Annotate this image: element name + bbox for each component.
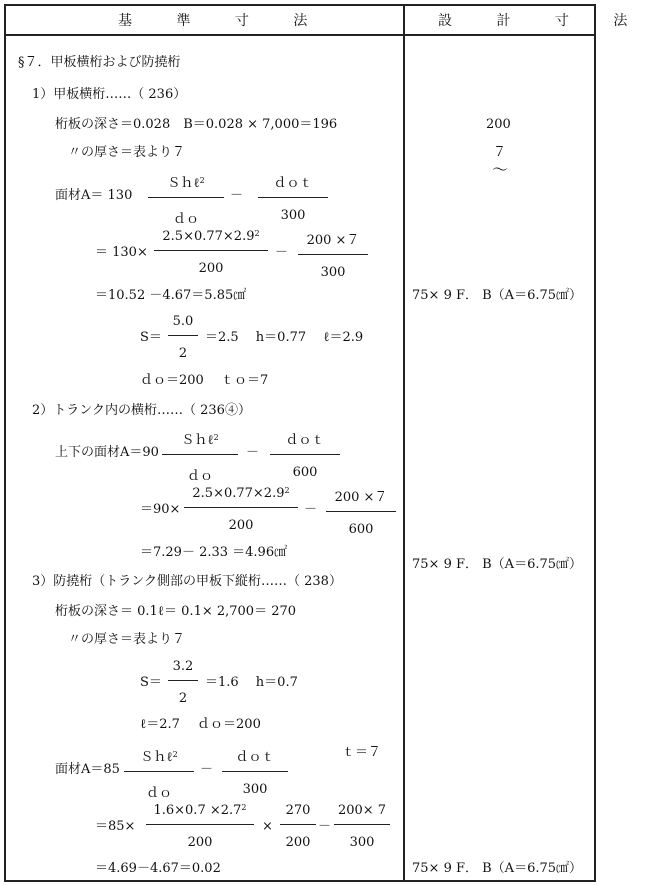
s3-fraction-s: 3.2 2 (168, 659, 198, 706)
s3-fraction-200x7-300: 200× 7 300 (334, 803, 390, 850)
s2-fraction-200x7-600: 200 ×７ 600 (326, 486, 396, 537)
s3-s-values: ＝1.6 h＝0.7 (205, 675, 298, 690)
s3-eq2-prefix: ＝85× (95, 819, 136, 834)
s3-fraction-values: $1.6\times 0.7 \times 2.7^2$ 200 (146, 803, 254, 850)
design-flatbar-1: 75× 9 F． B（A＝6.75㎠） (412, 288, 583, 303)
design-tilde: ～ (492, 160, 509, 179)
design-flatbar-2: 75× 9 F． B（A＝6.75㎠） (412, 557, 583, 572)
s3-s-label: S＝ (140, 675, 162, 690)
design-thickness-7: ７ (493, 145, 507, 160)
header-divider (4, 34, 596, 36)
s3-l-do: ℓ＝2.7 ｄｏ＝200 (140, 717, 261, 732)
design-flatbar-3: 75× 9 F． B（A＝6.75㎠） (412, 861, 583, 876)
column-divider (403, 4, 405, 882)
s1-thickness: 〃の厚さ＝表より７ (68, 145, 186, 160)
s3-fraction-shl-do: Ｓｈℓ$^2$ ｄｏ (124, 746, 194, 801)
s1-fraction-200x7-300: 200 ×７ 300 (298, 229, 368, 280)
s2-title: 2）トランク内の横桁……（ 236④） (32, 403, 251, 418)
s1-s-values: ＝2.5 h＝0.77 ℓ＝2.9 (205, 330, 364, 345)
s2-minus-2: － (304, 502, 318, 517)
s3-thickness: 〃の厚さ＝表より７ (68, 632, 186, 647)
s1-fraction-dot-300: ｄｏｔ 300 (258, 172, 328, 223)
s3-result: ＝4.69－4.67＝0.02 (95, 861, 221, 876)
s1-depth: 桁板の深さ＝0.028 B＝0.028 × 7,000＝196 (55, 117, 338, 132)
s3-minus-2: － (318, 819, 332, 834)
s1-eq2-prefix: ＝ 130× (95, 245, 148, 260)
s2-fraction-shl-do: Ｓｈℓ$^2$ ｄｏ (162, 429, 238, 484)
s2-fraction-values: $2.5\times 0.77\times 2.9^2$ 200 (184, 486, 298, 533)
design-depth-200: 200 (486, 117, 511, 132)
s3-fraction-270-200: 270 200 (280, 803, 316, 850)
s1-fraction-s: 5.0 2 (168, 314, 198, 361)
s3-t-label: ｔ＝７ (342, 745, 382, 760)
s1-title: 1）甲板横桁……（ 236） (32, 87, 187, 102)
s1-result: ＝10.52 －4.67＝5.85㎠ (95, 288, 247, 303)
s3-title: 3）防撓桁（トランク側部の甲板下縦桁……（ 238） (32, 574, 342, 589)
s3-times: × (262, 819, 273, 834)
s2-minus: － (246, 445, 260, 460)
s2-eq2-prefix: ＝90× (140, 502, 181, 517)
s1-fraction-values: $2.5\times 0.77\times 2.9^2$ 200 (154, 229, 268, 276)
s3-area-label: 面材A＝85 (55, 762, 120, 777)
s1-s-label: S＝ (140, 330, 162, 345)
s2-fraction-dot-600: ｄｏｔ 600 (270, 429, 340, 480)
section-7-title: §７．甲板横桁および防撓桁 (18, 55, 181, 70)
s2-result: ＝7.29－ 2.33 ＝4.96㎠ (140, 545, 288, 560)
s1-area-label: 面材A＝ 130 (55, 188, 133, 203)
s1-do-to: ｄｏ＝200 ｔｏ＝7 (140, 373, 269, 388)
s1-fraction-shl-do: Ｓｈℓ$^2$ ｄｏ (148, 172, 224, 227)
s2-area-label: 上下の面材A＝90 (55, 445, 159, 460)
header-design-dimension: 設 計 寸 法 (438, 13, 647, 29)
s3-depth: 桁板の深さ＝ 0.1ℓ＝ 0.1× 2,700＝ 270 (55, 604, 297, 619)
s1-minus-2: － (275, 245, 289, 260)
header-standard-dimension: 基 準 寸 法 (118, 13, 328, 29)
s1-minus: － (230, 188, 244, 203)
s3-minus: － (200, 762, 214, 777)
s3-fraction-dot-300: ｄｏｔ 300 (222, 746, 288, 797)
